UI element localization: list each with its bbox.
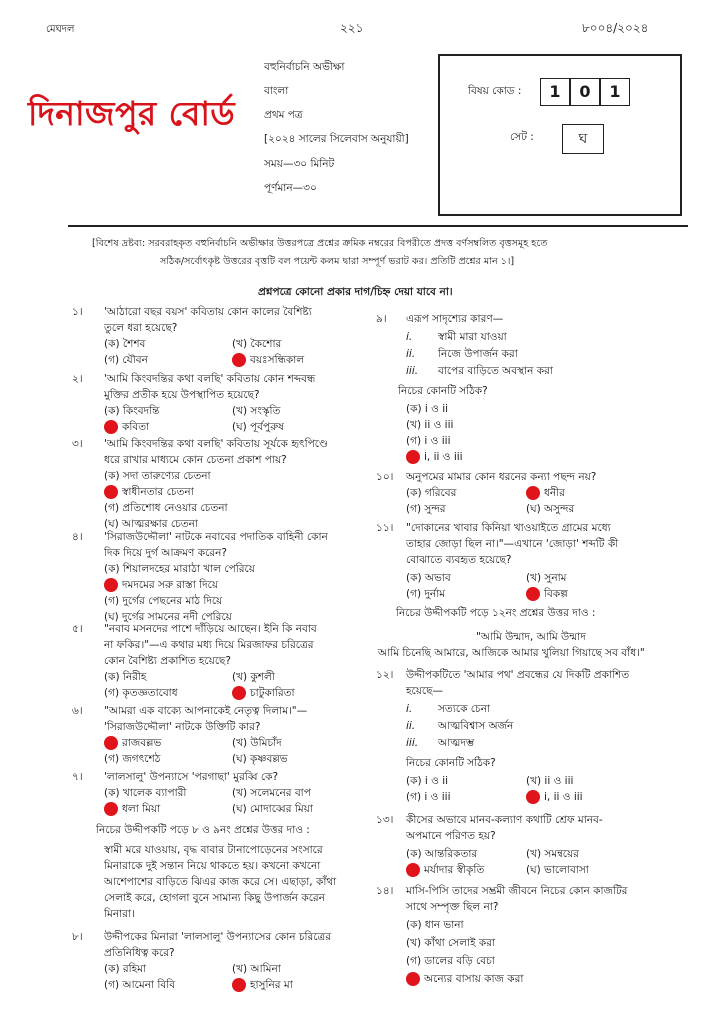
option-a: (ক) সদা তারুণ্যের চেতনা <box>104 470 211 482</box>
answer-dot <box>104 802 118 816</box>
question-text: তাহার জোড়া ছিল না।"—এখানে 'জোড়া' শব্দটি কী <box>406 538 619 550</box>
code-digit: 1 <box>540 78 570 106</box>
question-number: ৫। <box>72 623 83 635</box>
statement-iii: বাপের বাড়িতে অবস্থান করা <box>438 365 553 377</box>
question-text: কীসের অভাবে মানব-কল্যাণ কথাটি শ্রেফ মানব- <box>406 814 603 826</box>
set-value: ঘ <box>562 124 604 154</box>
roman-iii: iii. <box>406 737 419 749</box>
option-a-selected: রাজবল্লভ <box>104 736 161 750</box>
option-c: (গ) দুর্নাম <box>406 588 446 600</box>
stimulus-line: আশেপাশের বাড়িতে ঝিএর কাজ করে সে। এছাড়া, কাঁথা <box>104 876 337 888</box>
question-text: বোঝাতে ব্যবহৃত হয়েছে? <box>406 554 512 566</box>
option-b: (খ) সমন্বয়ের <box>526 848 579 860</box>
full-marks: পূর্ণমান—৩০ <box>264 182 317 194</box>
option-a: (ক) খালেক ব্যাপারী <box>104 787 187 799</box>
code-digit: 1 <box>600 78 630 106</box>
option-c: (গ) আমেনা বিবি <box>104 979 176 991</box>
statement-ii: নিজে উপার্জন করা <box>438 348 518 360</box>
option-b: (খ) উমিচাঁদ <box>232 737 282 749</box>
option-a: (ক) অভাব <box>406 572 451 584</box>
option-b: (খ) সংস্কৃতি <box>232 405 281 417</box>
question-number: ৩। <box>72 438 83 450</box>
question-text: দিক দিয়ে দুর্গ আক্রমণ করেন? <box>104 547 227 559</box>
option-b-selected: স্বাধীনতার চেতনা <box>104 485 194 499</box>
question-number: ১৪। <box>376 885 394 897</box>
option-a: (ক) রহিমা <box>104 963 147 975</box>
question-text: 'আমি কিংবদন্তির কথা বলছি' কবিতায় কোন শব্দবন্ধ <box>104 373 316 385</box>
statement-iii: আত্মদম্ভ <box>438 737 475 749</box>
stimulus-intro: নিচের উদ্দীপকটি পড়ে ১২নং প্রশ্নের উত্তর দাও : <box>396 607 596 619</box>
question-text: 'আমি কিংবদন্তির কথা বলছি' কবিতায় সূর্যকে হৃৎপিণ্ডে <box>104 438 328 450</box>
option-b: (খ) সলেমনের বাপ <box>232 787 311 799</box>
option-b-selected: ধনীর <box>526 486 565 500</box>
question-prompt: নিচের কোনটি সঠিক? <box>398 385 488 397</box>
question-text: "নবাব মসনদের পাশে দাঁড়িয়ে আছেন। ইনি কি নবাব <box>104 623 317 635</box>
question-number: ৭। <box>72 771 83 783</box>
question-text: কোন বৈশিষ্ট্য প্রকাশিত হয়েছে? <box>104 655 231 667</box>
answer-dot <box>526 486 540 500</box>
stimulus-line: মিনারাকে দুই সন্তান নিয়ে থাকতে হয়। কখনো কখনো <box>104 860 321 872</box>
option-b: (খ) ii ও iii <box>526 775 574 787</box>
question-text: অনুপমের মামার কোন ধরনের কন্যা পছন্দ নয়? <box>406 471 597 483</box>
question-text: সাথে সম্পৃক্ত ছিল না? <box>406 901 499 913</box>
option-b: (খ) ii ও iii <box>406 419 454 431</box>
option-d-selected: বয়ঃসন্ধিকাল <box>232 353 304 367</box>
subject-code-label: বিষয় কোড : <box>468 85 522 97</box>
question-text: 'লালসালু' উপন্যাসে 'পরগাছা' মুরব্বি কে? <box>104 771 279 783</box>
roman-i: i. <box>406 703 413 715</box>
option-b: (খ) কুশলী <box>232 671 275 683</box>
roman-ii: ii. <box>406 348 416 360</box>
question-text: হয়েছে— <box>406 685 444 697</box>
question-text: তুলে ধরা হয়েছে? <box>104 322 178 334</box>
answer-dot <box>232 686 246 700</box>
question-prompt: নিচের কোনটি সঠিক? <box>406 757 496 769</box>
option-d-selected: i, ii ও iii <box>406 450 463 464</box>
question-text: 'সিরাজউদ্দৌলা' নাটকে উক্তিটি কার? <box>104 721 261 733</box>
option-a: (ক) আন্তরিকতার <box>406 848 478 860</box>
question-number: ১৩। <box>376 814 394 826</box>
option-d-selected: চাটুকারিতা <box>232 686 295 700</box>
option-d: (ঘ) কৃষ্ণবল্লভ <box>232 753 288 765</box>
question-text: "দোকানের খাবার কিনিয়া খাওয়াইতে গ্রামের মধ্যে <box>406 522 611 534</box>
answer-dot <box>104 420 118 434</box>
statement-i: স্বামী মারা যাওয়া <box>438 331 507 343</box>
option-c: (গ) i ও iii <box>406 791 451 803</box>
statement-i: সত্যকে চেনা <box>438 703 491 715</box>
question-number: ৮। <box>72 931 83 943</box>
stimulus-line: স্বামী মরে যাওয়ায়, বৃদ্ধ বাবার টানাপোড়েনের সংসারে <box>104 844 323 856</box>
answer-dot <box>526 587 540 601</box>
option-a: (ক) i ও ii <box>406 403 449 415</box>
option-c: (গ) i ও iii <box>406 435 451 447</box>
answer-dot <box>104 736 118 750</box>
option-c-selected: ধলা মিয়া <box>104 802 160 816</box>
option-a: (ক) শৈশব <box>104 338 146 350</box>
question-text: প্রতিনিধিত্ব করে? <box>104 947 175 959</box>
question-number: ৬। <box>72 705 83 717</box>
answer-dot <box>406 450 420 464</box>
exam-type: বহুনির্বাচনি অভীক্ষা <box>264 61 345 73</box>
option-d: (ঘ) দুর্গের সামনের নদী পেরিয়ে <box>104 611 232 623</box>
option-d: (ঘ) ভালোবাসা <box>526 864 589 876</box>
option-a: (ক) গরিবের <box>406 487 457 499</box>
option-d-selected: অন্যের বাসায় কাজ করা <box>406 972 523 986</box>
option-c: (গ) দুর্গের পেছনের মাঠ দিয়ে <box>104 595 223 607</box>
question-number: ১১। <box>376 522 394 534</box>
instruction-line-1: [বিশেষ দ্রষ্টব্য: সরবরাহকৃত বহুনির্বাচনি অভীক্ষার উত্তরপত্রে প্রশ্নের ক্রমিক নম্বরের বিপরীতে প্রদত্ত বর্ণসম্বলিত বৃত্তসমূহ হতে <box>92 238 548 249</box>
question-number: ৯। <box>376 313 387 325</box>
option-b: (খ) কৈশোর <box>232 338 282 350</box>
option-c-selected: কবিতা <box>104 420 149 434</box>
question-number: ২। <box>72 373 83 385</box>
question-number: ১০। <box>376 471 394 483</box>
option-c-selected: মর্যাদার স্বীকৃতি <box>406 863 484 877</box>
paper: প্রথম পত্র <box>264 109 303 121</box>
roman-ii: ii. <box>406 720 416 732</box>
option-b: (খ) আমিনা <box>232 963 281 975</box>
option-c: (গ) সুন্দর <box>406 503 446 515</box>
page-number: ২২১ <box>340 21 364 35</box>
question-text: 'আঠারো বছর বয়স' কবিতায় কোন কালের বৈশিষ্ট্য <box>104 306 312 318</box>
roman-i: i. <box>406 331 413 343</box>
option-c: (গ) জগৎশেঠ <box>104 753 161 765</box>
question-text: না ফকির।"—এ কথার মধ্য দিয়ে মিরজাফর চরিত্রের <box>104 639 314 651</box>
question-text: উদ্দীপকটিতে 'আমার পথ' প্রবন্ধের যে দিকটি প্রকাশিত <box>406 669 630 681</box>
option-a: (ক) কিংবদন্তি <box>104 405 160 417</box>
option-c: (গ) যৌবন <box>104 354 148 366</box>
answer-dot <box>232 978 246 992</box>
option-b-selected: দমদমের সরু রাস্তা দিয়ে <box>104 578 218 592</box>
subject: বাংলা <box>264 85 289 97</box>
option-c: (গ) ডালের বড়ি বেচা <box>406 955 495 967</box>
option-a: (ক) ধান ভানা <box>406 919 464 931</box>
stimulus-line: "আমি উন্মাদ, আমি উন্মাদ <box>476 631 586 643</box>
stimulus-line: সেলাই করে, হোগলা বুনে সামান্য কিছু উপার্জন করেন <box>104 892 325 904</box>
question-text: 'সিরাজউদ্দৌলা' নাটকে নবাবের পদাতিক বাহিনী কোন <box>104 531 328 543</box>
option-a: (ক) i ও ii <box>406 775 449 787</box>
question-text: অপমানে পরিণত হয়? <box>406 830 496 842</box>
code-digit: 0 <box>570 78 600 106</box>
answer-dot <box>526 790 540 804</box>
answer-dot <box>406 972 420 986</box>
option-d: (ঘ) আত্মরক্ষার চেতনা <box>104 518 198 530</box>
instruction-line-2: সঠিক/সর্বোৎকৃষ্ট উত্তরের বৃত্তটি বল পয়েন্ট কলম দ্বারা সম্পূর্ণ ভরাট কর। প্রতিটি প্রশ্নের মান ১।] <box>160 256 515 267</box>
option-a: (ক) শিয়ালদহের মারাঠা খাল পেরিয়ে <box>104 563 255 575</box>
statement-ii: আত্মবিশ্বাস অর্জন <box>438 720 514 732</box>
option-a: (ক) নিরীহ <box>104 671 147 683</box>
header-left-label: মেঘদল <box>46 24 75 35</box>
stimulus-line: আমি চিনেছি আমারে, আজিকে আমার খুলিয়া গিয়াছে সব বাঁধ।" <box>378 647 645 659</box>
answer-dot <box>406 863 420 877</box>
question-number: ১২। <box>376 669 394 681</box>
option-d: (ঘ) মোদাব্বের মিয়া <box>232 803 313 815</box>
question-text: "আমরা এক বাক্যে আপনাকেই নেতৃত্ব দিলাম।"— <box>104 705 308 717</box>
option-d: (ঘ) অসুন্দর <box>526 503 575 515</box>
question-number: ৪। <box>72 531 83 543</box>
option-d-selected: i, ii ও iii <box>526 790 583 804</box>
code-reference: ৮০০৪/২০২৪ <box>582 21 649 35</box>
answer-dot <box>104 578 118 592</box>
option-b: (খ) কাঁথা সেলাই করা <box>406 937 496 949</box>
time: সময়—৩০ মিনিট <box>264 158 335 170</box>
option-c: (গ) কৃতজ্ঞতাবোধ <box>104 687 178 699</box>
warning-text: প্রশ্নপত্রে কোনো প্রকার দাগ/চিহ্ন দেয়া যাবে না। <box>258 286 453 298</box>
question-text: এরূপ সাদৃশ্যের কারণ— <box>406 313 504 325</box>
question-text: মাসি-পিসি তাদের সম্ভ্রমী জীবনে নিচের কোন কাজটির <box>406 885 628 897</box>
question-text: ধরে রাখার মাধ্যমে কোন চেতনা প্রকাশ পায়? <box>104 454 287 466</box>
question-text: মুক্তির প্রতীক হয়ে উপস্থাপিত হয়েছে? <box>104 389 260 401</box>
question-text: উদ্দীপকের মিনারা 'লালসালু' উপন্যাসের কোন চরিত্রের <box>104 931 332 943</box>
question-number: ১। <box>72 306 83 318</box>
board-name: দিনাজপুর বোর্ড <box>28 94 236 133</box>
answer-dot <box>104 485 118 499</box>
roman-iii: iii. <box>406 365 419 377</box>
syllabus: [২০২৪ সালের সিলেবাস অনুযায়ী] <box>264 133 409 145</box>
header-divider <box>68 225 688 227</box>
option-b: (খ) সুনাম <box>526 572 567 584</box>
option-d-selected: হাসুনির মা <box>232 978 293 992</box>
stimulus-intro: নিচের উদ্দীপকটি পড়ে ৮ ও ৯নং প্রশ্নের উত্তর দাও : <box>96 824 310 836</box>
option-d-selected: বিকল্প <box>526 587 568 601</box>
option-c: (গ) প্রতিশোধ নেওয়ার চেতনা <box>104 502 228 514</box>
set-label: সেট : <box>510 131 534 143</box>
stimulus-line: মিনারা। <box>104 908 135 920</box>
answer-dot <box>232 353 246 367</box>
option-d: (ঘ) পূর্বপুরুষ <box>232 421 284 433</box>
